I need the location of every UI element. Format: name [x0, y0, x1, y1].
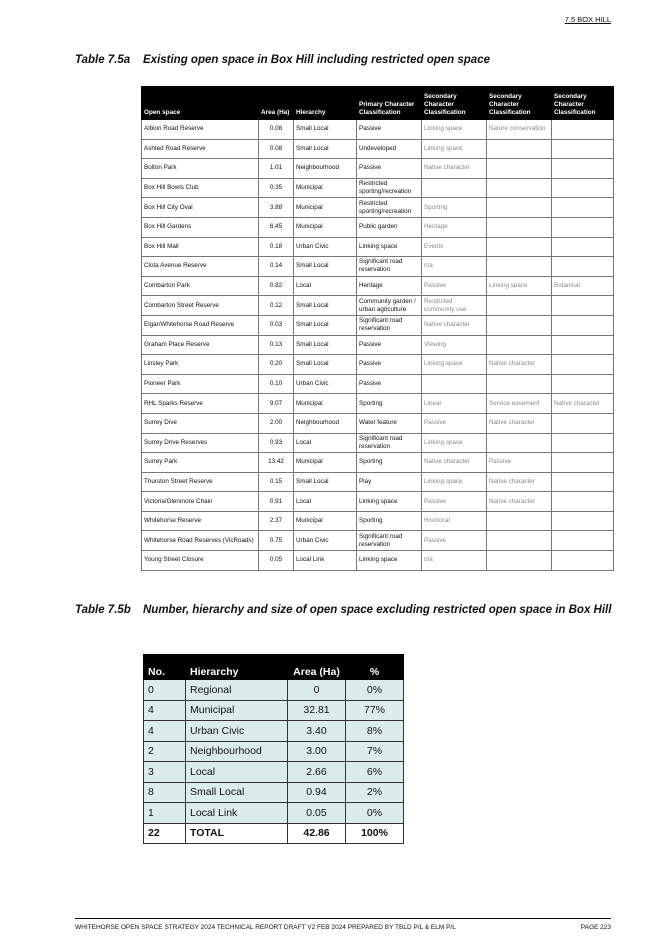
secondary-character-3-cell — [552, 531, 614, 551]
area-ha-cell: 0.08 — [259, 139, 294, 159]
col-no: No. — [144, 655, 186, 680]
secondary-character-3-cell — [552, 472, 614, 492]
secondary-character-1-cell: Restricted community use — [422, 296, 487, 316]
table-a-title — [75, 54, 490, 66]
table-b-title — [75, 602, 615, 619]
hierarchy-cell: Small Local — [294, 139, 357, 159]
secondary-character-3-cell — [552, 217, 614, 237]
primary-character-cell: Linking space — [357, 237, 422, 257]
secondary-character-2-cell: Native character — [487, 472, 552, 492]
col-open-space: Open space — [142, 87, 259, 120]
secondary-character-2-cell — [487, 178, 552, 198]
primary-character-cell: Sporting — [357, 394, 422, 414]
open-space-name-cell: Surrey Park — [142, 453, 259, 473]
col-percent: % — [346, 655, 404, 680]
open-space-name-cell: Surrey Dive — [142, 413, 259, 433]
open-space-name-cell: Victoria/Glenmore Chain — [142, 492, 259, 512]
hierarchy-cell: Neighbourhood — [294, 159, 357, 179]
area-ha-cell: 0.94 — [288, 782, 346, 803]
table-row — [142, 374, 614, 394]
secondary-character-3-cell — [552, 296, 614, 316]
table-row — [142, 394, 614, 414]
area-ha-cell: 6.45 — [259, 217, 294, 237]
hierarchy-cell: Municipal — [294, 394, 357, 414]
secondary-character-1-cell: Events — [422, 237, 487, 257]
hierarchy-cell: Municipal — [294, 217, 357, 237]
table-row — [144, 782, 404, 803]
secondary-character-1-cell: Native character — [422, 159, 487, 179]
area-ha-cell: 0.75 — [259, 531, 294, 551]
table-row — [142, 551, 614, 571]
section-header: 7.5 BOX HILL — [564, 15, 611, 24]
primary-character-cell: Significant road reservation — [357, 315, 422, 335]
primary-character-cell: Significant road reservation — [357, 433, 422, 453]
area-ha-cell: 3.40 — [288, 721, 346, 742]
table-row — [142, 355, 614, 375]
open-space-name-cell: Box Hill Mall — [142, 237, 259, 257]
hierarchy-cell: Local — [294, 276, 357, 296]
col-hierarchy: Hierarchy — [294, 87, 357, 120]
table-row — [142, 178, 614, 198]
hierarchy-cell: Small Local — [294, 257, 357, 277]
primary-character-cell: Play — [357, 472, 422, 492]
area-ha-cell: 42.86 — [288, 823, 346, 844]
hierarchy-cell: Urban Civic — [294, 374, 357, 394]
secondary-character-3-cell: Native character — [552, 394, 614, 414]
secondary-character-1-cell: n/a — [422, 551, 487, 571]
table-a-number: Table 7.5a — [75, 54, 131, 66]
secondary-character-3-cell — [552, 139, 614, 159]
area-ha-cell: 3.88 — [259, 198, 294, 218]
count-cell: 4 — [144, 721, 186, 742]
footer-divider — [75, 918, 611, 919]
table-row — [142, 472, 614, 492]
secondary-character-3-cell — [552, 433, 614, 453]
open-space-name-cell: Box Hill Bowls Club — [142, 178, 259, 198]
open-space-name-cell: Pioneer Park — [142, 374, 259, 394]
col-hierarchy-b: Hierarchy — [186, 655, 288, 680]
area-ha-cell: 0.93 — [259, 433, 294, 453]
area-ha-cell: 13.42 — [259, 453, 294, 473]
hierarchy-cell: Municipal — [294, 511, 357, 531]
open-space-name-cell: Whitehorse Reserve — [142, 511, 259, 531]
secondary-character-3-cell — [552, 159, 614, 179]
table-row — [144, 700, 404, 721]
hierarchy-cell: Urban Civic — [294, 237, 357, 257]
table-row — [142, 198, 614, 218]
secondary-character-2-cell: Service easement — [487, 394, 552, 414]
secondary-character-2-cell: Nature conservation — [487, 120, 552, 140]
table-row — [144, 721, 404, 742]
open-space-name-cell: Albion Road Reserve — [142, 120, 259, 140]
page-number: PAGE 223 — [580, 924, 611, 931]
secondary-character-2-cell — [487, 217, 552, 237]
hierarchy-cell: Neighbourhood — [294, 413, 357, 433]
secondary-character-1-cell: Viewing — [422, 335, 487, 355]
open-space-table — [141, 86, 614, 571]
secondary-character-2-cell — [487, 551, 552, 571]
table-row — [144, 803, 404, 824]
hierarchy-cell: Local — [294, 433, 357, 453]
hierarchy-cell: Local Link — [294, 551, 357, 571]
secondary-character-3-cell — [552, 178, 614, 198]
secondary-character-1-cell: Linking space — [422, 472, 487, 492]
secondary-character-3-cell — [552, 237, 614, 257]
open-space-name-cell: Box Hill City Oval — [142, 198, 259, 218]
area-ha-cell: 0.08 — [259, 120, 294, 140]
area-ha-cell: 0.91 — [259, 492, 294, 512]
hierarchy-cell: Local Link — [186, 803, 288, 824]
area-ha-cell: 3.00 — [288, 741, 346, 762]
open-space-name-cell: Whitehorse Road Reserves (VicRoads) — [142, 531, 259, 551]
open-space-name-cell: Combarton Park — [142, 276, 259, 296]
percent-cell: 77% — [346, 700, 404, 721]
primary-character-cell: Linking space — [357, 492, 422, 512]
secondary-character-1-cell: Linking space — [422, 120, 487, 140]
primary-character-cell: Sporting — [357, 511, 422, 531]
secondary-character-1-cell: Heritage — [422, 217, 487, 237]
table-row — [142, 217, 614, 237]
secondary-character-1-cell: Linking space — [422, 433, 487, 453]
open-space-name-cell: Combarton Street Reserve — [142, 296, 259, 316]
secondary-character-3-cell — [552, 511, 614, 531]
secondary-character-2-cell — [487, 237, 552, 257]
secondary-character-2-cell — [487, 198, 552, 218]
table-a-header-row — [142, 87, 614, 120]
table-row — [142, 335, 614, 355]
table-row — [142, 492, 614, 512]
table-row — [144, 741, 404, 762]
area-ha-cell: 0.10 — [259, 374, 294, 394]
secondary-character-1-cell: n/a — [422, 257, 487, 277]
secondary-character-1-cell: Passive — [422, 276, 487, 296]
percent-cell: 2% — [346, 782, 404, 803]
table-row — [142, 531, 614, 551]
hierarchy-cell: Local — [294, 492, 357, 512]
secondary-character-2-cell — [487, 315, 552, 335]
area-ha-cell: 0.13 — [259, 335, 294, 355]
secondary-character-1-cell: Passive — [422, 492, 487, 512]
secondary-character-2-cell — [487, 139, 552, 159]
hierarchy-cell: Small Local — [294, 472, 357, 492]
area-ha-cell: 0.20 — [259, 355, 294, 375]
secondary-character-1-cell: Native character — [422, 315, 487, 335]
primary-character-cell: Public garden — [357, 217, 422, 237]
primary-character-cell: Water feature — [357, 413, 422, 433]
primary-character-cell: Significant road reservation — [357, 257, 422, 277]
col-area-b: Area (Ha) — [288, 655, 346, 680]
hierarchy-cell: Neighbourhood — [186, 741, 288, 762]
secondary-character-2-cell — [487, 159, 552, 179]
secondary-character-2-cell: Native character — [487, 355, 552, 375]
area-ha-cell: 0.18 — [259, 237, 294, 257]
open-space-name-cell: Young Street Closure — [142, 551, 259, 571]
secondary-character-1-cell — [422, 178, 487, 198]
percent-cell: 0% — [346, 680, 404, 701]
open-space-name-cell: Graham Place Reserve — [142, 335, 259, 355]
area-ha-cell: 2.37 — [259, 511, 294, 531]
table-row — [142, 237, 614, 257]
hierarchy-cell: Regional — [186, 680, 288, 701]
area-ha-cell: 0.03 — [259, 315, 294, 335]
percent-cell: 7% — [346, 741, 404, 762]
table-b-header-row — [144, 655, 404, 680]
primary-character-cell: Linking space — [357, 551, 422, 571]
secondary-character-3-cell — [552, 492, 614, 512]
col-secondary-character-3: Secondary Character Classification — [552, 87, 614, 120]
open-space-name-cell: Thurston Street Reserve — [142, 472, 259, 492]
table-b-title-text: Number, hierarchy and size of open space excluding restricted open space in Box Hill — [143, 604, 612, 616]
secondary-character-3-cell — [552, 413, 614, 433]
primary-character-cell: Passive — [357, 335, 422, 355]
col-area: Area (Ha) — [259, 87, 294, 120]
secondary-character-2-cell — [487, 511, 552, 531]
hierarchy-cell: TOTAL — [186, 823, 288, 844]
area-ha-cell: 0.14 — [259, 257, 294, 277]
table-row — [142, 433, 614, 453]
secondary-character-3-cell — [552, 355, 614, 375]
secondary-character-1-cell: Linear — [422, 394, 487, 414]
primary-character-cell: Significant road reservation — [357, 531, 422, 551]
open-space-name-cell: Clota Avenue Reserve — [142, 257, 259, 277]
primary-character-cell: Sporting — [357, 453, 422, 473]
area-ha-cell: 32.81 — [288, 700, 346, 721]
area-ha-cell: 0.15 — [259, 472, 294, 492]
secondary-character-3-cell — [552, 551, 614, 571]
secondary-character-1-cell: Linking space — [422, 355, 487, 375]
percent-cell: 6% — [346, 762, 404, 783]
primary-character-cell: Undeveloped — [357, 139, 422, 159]
secondary-character-3-cell — [552, 198, 614, 218]
hierarchy-cell: Municipal — [294, 198, 357, 218]
area-ha-cell: 0 — [288, 680, 346, 701]
hierarchy-cell: Small Local — [294, 335, 357, 355]
open-space-name-cell: RHL Sparks Reserve — [142, 394, 259, 414]
col-primary-character: Primary Character Classification — [357, 87, 422, 120]
count-cell: 0 — [144, 680, 186, 701]
col-secondary-character-1: Secondary Character Classification — [422, 87, 487, 120]
table-row — [142, 453, 614, 473]
hierarchy-cell: Small Local — [294, 120, 357, 140]
table-row — [142, 413, 614, 433]
open-space-name-cell: Bolton Park — [142, 159, 259, 179]
secondary-character-2-cell — [487, 433, 552, 453]
secondary-character-3-cell: Botanical — [552, 276, 614, 296]
primary-character-cell: Passive — [357, 159, 422, 179]
percent-cell: 100% — [346, 823, 404, 844]
secondary-character-2-cell — [487, 257, 552, 277]
footer-text: WHITEHORSE OPEN SPACE STRATEGY 2024 TECHNICAL REPORT DRAFT V2 FEB 2024 PREPARED BY TBLD P/L & ELM P/L — [75, 924, 456, 931]
secondary-character-1-cell: Sporting — [422, 198, 487, 218]
secondary-character-2-cell — [487, 335, 552, 355]
secondary-character-2-cell: Native character — [487, 492, 552, 512]
primary-character-cell: Community garden / urban agriculture — [357, 296, 422, 316]
hierarchy-cell: Small Local — [294, 355, 357, 375]
area-ha-cell: 0.05 — [259, 551, 294, 571]
hierarchy-cell: Small Local — [294, 296, 357, 316]
area-ha-cell: 1.01 — [259, 159, 294, 179]
open-space-name-cell: Ashted Road Reserve — [142, 139, 259, 159]
hierarchy-cell: Municipal — [186, 700, 288, 721]
hierarchy-cell: Small Local — [186, 782, 288, 803]
secondary-character-2-cell — [487, 531, 552, 551]
primary-character-cell: Passive — [357, 120, 422, 140]
hierarchy-cell: Local — [186, 762, 288, 783]
open-space-name-cell: Box Hill Gardens — [142, 217, 259, 237]
hierarchy-cell: Small Local — [294, 315, 357, 335]
secondary-character-3-cell — [552, 315, 614, 335]
count-cell: 3 — [144, 762, 186, 783]
table-row — [142, 159, 614, 179]
hierarchy-cell: Municipal — [294, 453, 357, 473]
area-ha-cell: 0.35 — [259, 178, 294, 198]
secondary-character-3-cell — [552, 374, 614, 394]
primary-character-cell: Restricted sporting/recreation — [357, 178, 422, 198]
secondary-character-2-cell — [487, 374, 552, 394]
hierarchy-cell: Municipal — [294, 178, 357, 198]
table-b-number: Table 7.5b — [75, 604, 131, 616]
count-cell: 1 — [144, 803, 186, 824]
primary-character-cell: Passive — [357, 355, 422, 375]
secondary-character-1-cell: Historical — [422, 511, 487, 531]
area-ha-cell: 2.66 — [288, 762, 346, 783]
summary-table — [143, 654, 404, 844]
primary-character-cell: Heritage — [357, 276, 422, 296]
table-row — [142, 296, 614, 316]
secondary-character-1-cell: Passive — [422, 413, 487, 433]
primary-character-cell: Restricted sporting/recreation — [357, 198, 422, 218]
table-row — [142, 139, 614, 159]
secondary-character-2-cell — [487, 296, 552, 316]
table-row — [142, 120, 614, 140]
secondary-character-1-cell: Passive — [422, 531, 487, 551]
secondary-character-2-cell: Passive — [487, 453, 552, 473]
col-secondary-character-2: Secondary Character Classification — [487, 87, 552, 120]
count-cell: 4 — [144, 700, 186, 721]
area-ha-cell: 0.12 — [259, 296, 294, 316]
area-ha-cell: 2.00 — [259, 413, 294, 433]
open-space-name-cell: Linsley Park — [142, 355, 259, 375]
secondary-character-2-cell: Native character — [487, 413, 552, 433]
total-row — [144, 823, 404, 844]
area-ha-cell: 0.05 — [288, 803, 346, 824]
table-row — [144, 762, 404, 783]
table-row — [142, 511, 614, 531]
count-cell: 2 — [144, 741, 186, 762]
table-row — [142, 315, 614, 335]
secondary-character-3-cell — [552, 120, 614, 140]
secondary-character-3-cell — [552, 335, 614, 355]
open-space-name-cell: Elgar/Whitehorse Road Reserve — [142, 315, 259, 335]
area-ha-cell: 9.07 — [259, 394, 294, 414]
percent-cell: 8% — [346, 721, 404, 742]
secondary-character-3-cell — [552, 453, 614, 473]
table-a-title-text: Existing open space in Box Hill including restricted open space — [143, 54, 490, 66]
hierarchy-cell: Urban Civic — [294, 531, 357, 551]
secondary-character-1-cell: Native character — [422, 453, 487, 473]
area-ha-cell: 0.82 — [259, 276, 294, 296]
secondary-character-1-cell — [422, 374, 487, 394]
primary-character-cell: Passive — [357, 374, 422, 394]
percent-cell: 0% — [346, 803, 404, 824]
secondary-character-1-cell: Linking space — [422, 139, 487, 159]
count-cell: 8 — [144, 782, 186, 803]
table-row — [142, 257, 614, 277]
hierarchy-cell: Urban Civic — [186, 721, 288, 742]
open-space-name-cell: Surrey Drive Reserves — [142, 433, 259, 453]
secondary-character-3-cell — [552, 257, 614, 277]
table-row — [144, 680, 404, 701]
count-cell: 22 — [144, 823, 186, 844]
table-row — [142, 276, 614, 296]
secondary-character-2-cell: Linking space — [487, 276, 552, 296]
